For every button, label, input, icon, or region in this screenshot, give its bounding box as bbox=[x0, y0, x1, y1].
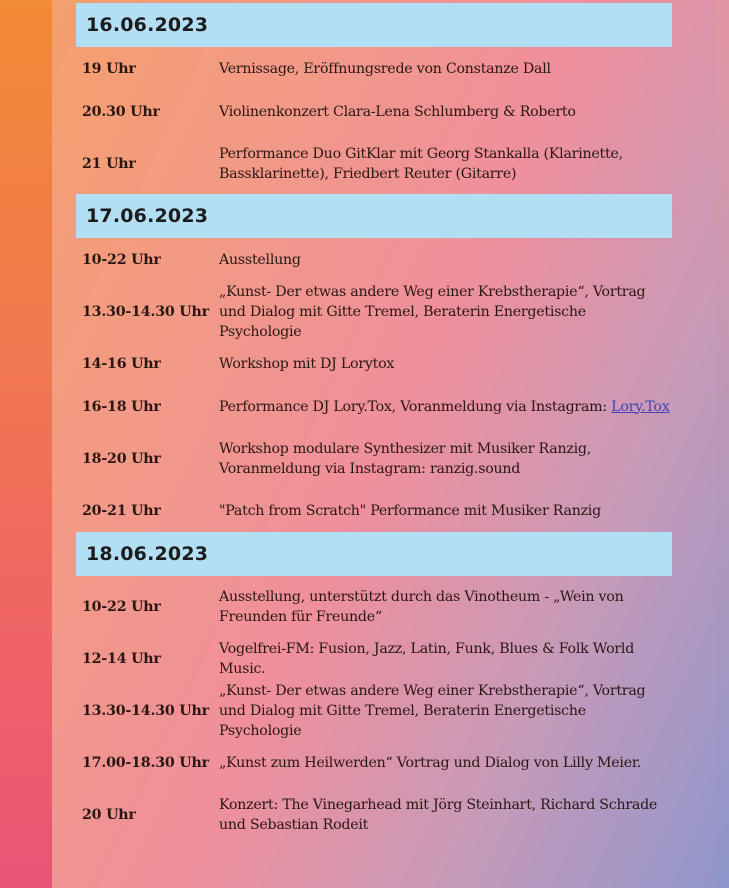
event-description: Vogelfrei-FM: Fusion, Jazz, Latin, Funk, Blues & Folk World Music. bbox=[219, 640, 635, 677]
schedule-row bbox=[76, 281, 672, 342]
schedule-row bbox=[76, 90, 672, 133]
event-description: „Kunst- Der etwas andere Weg einer Krebstherapie“, Vortrag und Dialog mit Gitte Tremel, Beraterin Energetische Psychologie bbox=[219, 682, 646, 739]
schedule-row bbox=[76, 238, 672, 281]
event-description: Violinenkonzert Clara-Lena Schlumberg & Roberto bbox=[219, 103, 576, 120]
event-description bbox=[219, 397, 672, 417]
program-schedule bbox=[76, 3, 672, 845]
schedule-row bbox=[76, 680, 672, 741]
schedule-row bbox=[76, 47, 672, 90]
schedule-row bbox=[76, 637, 672, 680]
right-decorative-edge bbox=[715, 0, 729, 888]
event-description: "Patch from Scratch" Performance mit Musiker Ranzig bbox=[219, 502, 601, 519]
schedule-row bbox=[76, 385, 672, 428]
event-description-text: Performance DJ Lory.Tox, Voranmeldung via Instagram: bbox=[219, 398, 612, 415]
event-description: „Kunst- Der etwas andere Weg einer Krebstherapie“, Vortrag und Dialog mit Gitte Tremel, Beraterin Energetische Psychologie bbox=[219, 283, 646, 340]
event-time: 10-22 Uhr bbox=[82, 598, 161, 615]
event-description: Workshop mit DJ Lorytox bbox=[219, 355, 395, 372]
schedule-row bbox=[76, 576, 672, 637]
schedule-row bbox=[76, 342, 672, 385]
event-description: Ausstellung bbox=[219, 251, 301, 268]
event-time: 14-16 Uhr bbox=[82, 355, 161, 372]
schedule-row bbox=[76, 133, 672, 194]
event-description: Vernissage, Eröffnungsrede von Constanze Dall bbox=[219, 60, 551, 77]
schedule-row bbox=[76, 741, 672, 784]
event-time: 13.30-14.30 Uhr bbox=[82, 303, 209, 320]
event-time: 20 Uhr bbox=[82, 806, 136, 823]
event-time: 17.00-18.30 Uhr bbox=[82, 754, 209, 771]
event-description: Workshop modulare Synthesizer mit Musiker Ranzig, Voranmeldung via Instagram: ranzig.sound bbox=[219, 440, 592, 477]
event-description: Konzert: The Vinegarhead mit Jörg Steinhart, Richard Schrade und Sebastian Rodeit bbox=[219, 796, 658, 833]
day-header-2: 17.06.2023 bbox=[76, 194, 672, 238]
schedule-row bbox=[76, 428, 672, 489]
event-time: 20.30 Uhr bbox=[82, 103, 160, 120]
schedule-row bbox=[76, 784, 672, 845]
left-decorative-strip bbox=[0, 0, 52, 888]
event-time: 16-18 Uhr bbox=[82, 398, 161, 415]
event-description: „Kunst zum Heilwerden“ Vortrag und Dialog von Lilly Meier. bbox=[219, 754, 642, 771]
event-time: 13.30-14.30 Uhr bbox=[82, 702, 209, 719]
day-header-1: 16.06.2023 bbox=[76, 3, 672, 47]
instagram-link-lorytox[interactable]: Lory.Tox bbox=[611, 398, 670, 415]
event-time: 21 Uhr bbox=[82, 155, 136, 172]
event-time: 10-22 Uhr bbox=[82, 251, 161, 268]
event-description: Ausstellung, unterstützt durch das Vinotheum - „Wein von Freunden für Freunde“ bbox=[219, 588, 624, 625]
event-time: 18-20 Uhr bbox=[82, 450, 161, 467]
event-time: 19 Uhr bbox=[82, 60, 136, 77]
day-header-3: 18.06.2023 bbox=[76, 532, 672, 576]
event-time: 12-14 Uhr bbox=[82, 650, 161, 667]
event-time: 20-21 Uhr bbox=[82, 502, 161, 519]
event-description: Performance Duo GitKlar mit Georg Stankalla (Klarinette, Bassklarinette), Friedbert Reuter (Gitarre) bbox=[219, 145, 623, 182]
schedule-row bbox=[76, 489, 672, 532]
